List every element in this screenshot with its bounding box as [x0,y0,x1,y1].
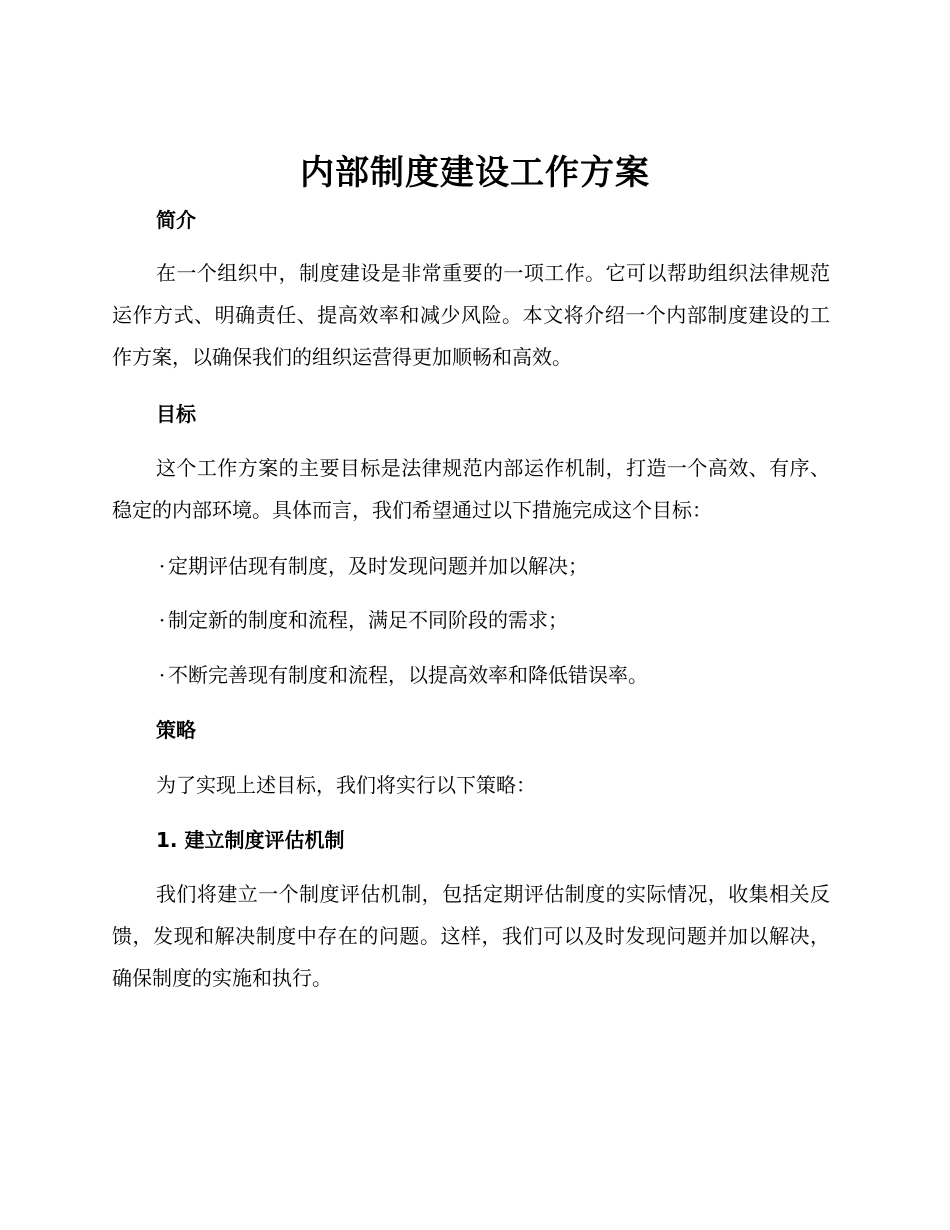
goal-bullet-text: 定期评估现有制度，及时发现问题并加以解决； [168,554,588,578]
section-heading-strategy: 策略 [156,718,196,742]
goal-bullet-item [156,552,588,580]
goal-bullet-text: 制定新的制度和流程，满足不同阶段的需求； [168,608,568,632]
bullet-icon: · [158,663,166,687]
intro-paragraph: 在一个组织中，制度建设是非常重要的一项工作。它可以帮助组织法律规范运作方式、明确责任、提高效率和减少风险。本文将介绍一个内部制度建设的工作方案，以确保我们的组织运营得更加顺畅和高效。 [112,261,830,369]
goal-bullet-item [156,606,568,634]
strategy-intro: 为了实现上述目标，我们将实行以下策略： [156,773,536,797]
section-heading-intro: 简介 [156,208,196,232]
strategy-item-paragraph: 我们将建立一个制度评估机制，包括定期评估制度的实际情况，收集相关反馈，发现和解决制度中存在的问题。这样，我们可以及时发现问题并加以解决，确保制度的实施和执行。 [112,882,830,990]
goal-bullet-text: 不断完善现有制度和流程，以提高效率和降低错误率。 [168,663,648,687]
goal-bullet-item [156,661,648,689]
document-title: 内部制度建设工作方案 [300,153,650,193]
section-heading-goals: 目标 [156,402,196,426]
strategy-item-heading: 1. 建立制度评估机制 [156,828,345,852]
goals-paragraph: 这个工作方案的主要目标是法律规范内部运作机制，打造一个高效、有序、稳定的内部环境。具体而言，我们希望通过以下措施完成这个目标： [112,456,830,522]
bullet-icon: · [158,554,166,578]
bullet-icon: · [158,608,166,632]
